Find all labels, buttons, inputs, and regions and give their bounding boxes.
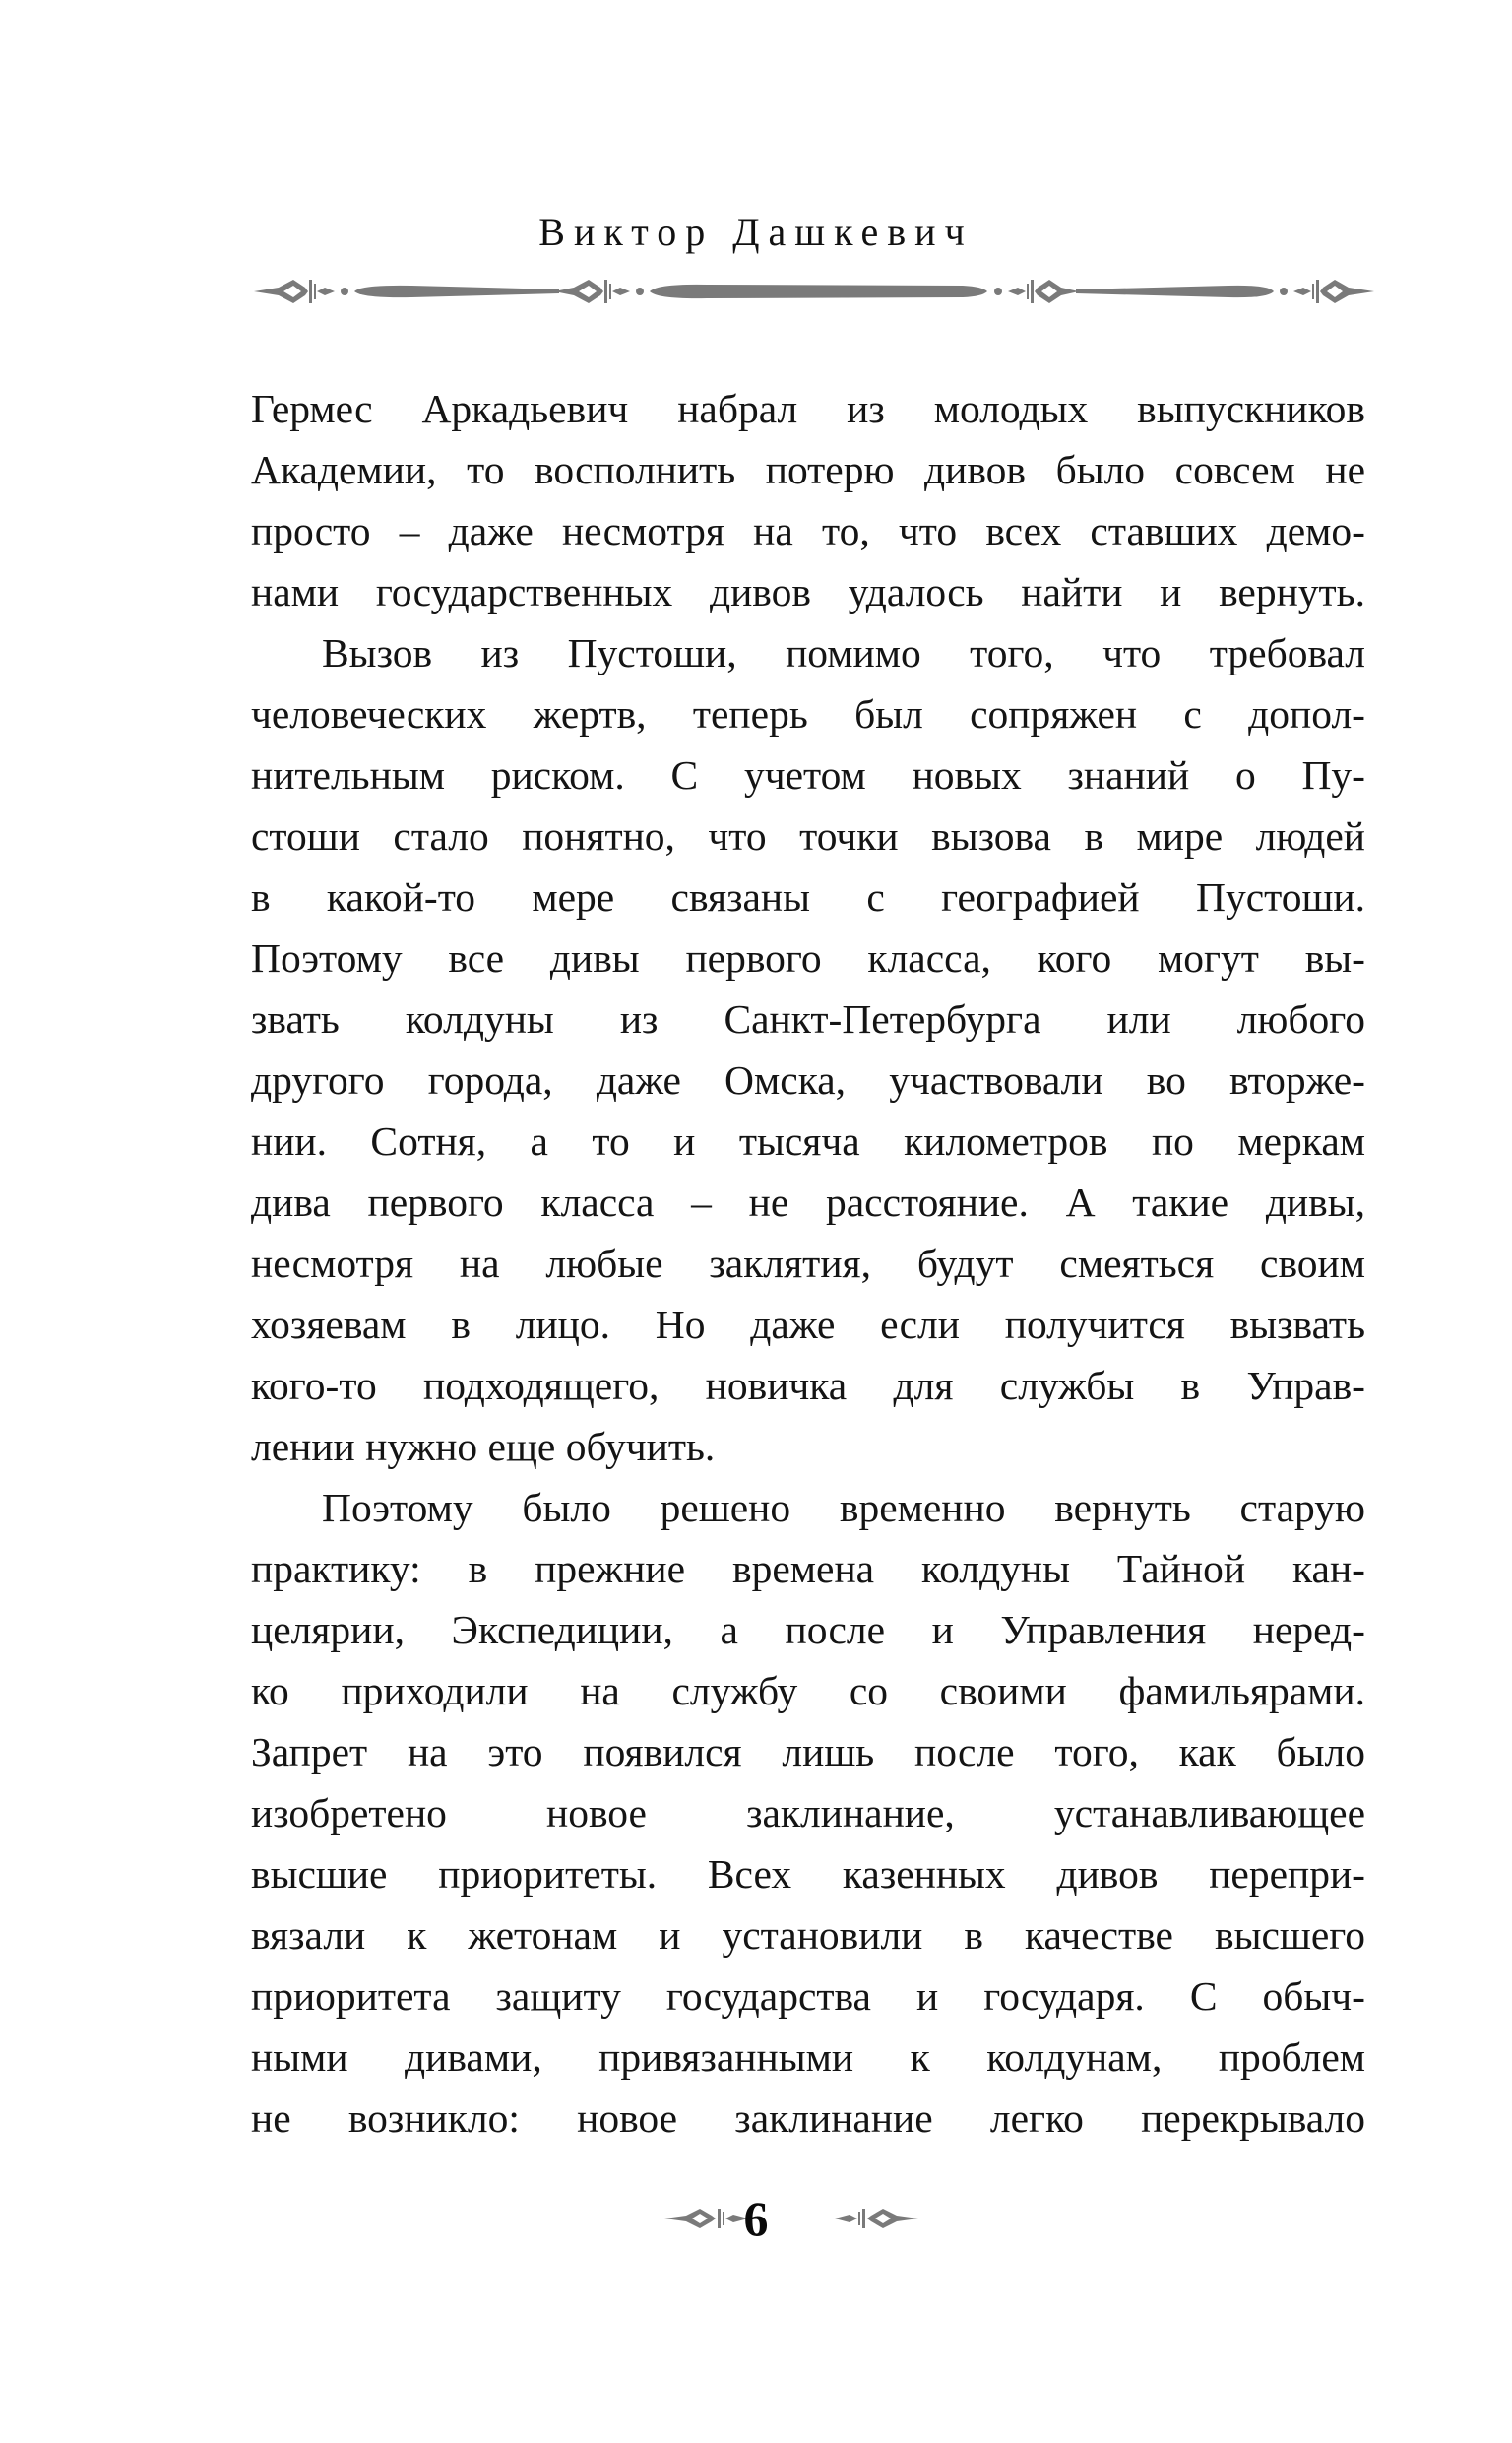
text-line: нительным риском. С учетом новых знаний о Пу- bbox=[251, 752, 1365, 798]
text-line: не возникло: новое заклинание легко перекрывало bbox=[251, 2095, 1365, 2141]
text-line: Запрет на это появился лишь после того, как было bbox=[251, 1729, 1365, 1774]
text-line: стоши стало понятно, что точки вызова в мире людей bbox=[251, 813, 1365, 859]
text-line: нии. Сотня, а то и тысяча километров по меркам bbox=[251, 1119, 1365, 1164]
text-line: практику: в прежние времена колдуны Тайной кан- bbox=[251, 1546, 1365, 1591]
text-line: несмотря на любые заклятия, будут смеяться своим bbox=[251, 1241, 1365, 1286]
text-line: дива первого класса – не расстояние. А такие дивы, bbox=[251, 1180, 1365, 1225]
text-line: ко приходили на службу со своими фамильярами. bbox=[251, 1668, 1365, 1713]
text-line: другого города, даже Омска, участвовали во вторже- bbox=[251, 1058, 1365, 1103]
body-text bbox=[251, 378, 1365, 2149]
text-line: ными дивами, привязанными к колдунам, проблем bbox=[251, 2034, 1365, 2080]
text-line: хозяевам в лицо. Но даже если получится вызвать bbox=[251, 1302, 1365, 1347]
text-line: нами государственных дивов удалось найти и вернуть. bbox=[251, 569, 1365, 614]
text-line: высшие приоритеты. Всех казенных дивов перепри- bbox=[251, 1851, 1365, 1897]
text-line: Гермес Аркадьевич набрал из молодых выпускников bbox=[251, 386, 1365, 431]
text-line: Академии, то восполнить потерю дивов было совсем не bbox=[251, 447, 1365, 492]
page-number: 6 bbox=[743, 2191, 769, 2246]
text-line: звать колдуны из Санкт-Петербурга или любого bbox=[251, 996, 1365, 1042]
text-line: Поэтому все дивы первого класса, кого могут вы- bbox=[251, 935, 1365, 981]
text-line: просто – даже несмотря на то, что всех ставших демо- bbox=[251, 508, 1365, 553]
text-line: изобретено новое заклинание, устанавливающее bbox=[251, 1790, 1365, 1835]
text-line: целярии, Экспедиции, а после и Управления неред- bbox=[251, 1607, 1365, 1652]
text-line: приоритета защиту государства и государя. С обыч- bbox=[251, 1973, 1365, 2019]
text-line: кого-то подходящего, новичка для службы в Управ- bbox=[251, 1363, 1365, 1408]
folio-ornament-left-icon bbox=[664, 2204, 748, 2233]
page-footer bbox=[0, 2184, 1512, 2253]
text-line: лении нужно еще обучить. bbox=[251, 1424, 716, 1469]
paragraph-first-line: Поэтому было решено временно вернуть старую bbox=[322, 1485, 1365, 1530]
folio-ornament-right-icon bbox=[835, 2204, 918, 2233]
text-line: вязали к жетонам и установили в качестве высшего bbox=[251, 1912, 1365, 1958]
running-head-author: Виктор Дашкевич bbox=[538, 210, 974, 254]
text-line: человеческих жертв, теперь был сопряжен с допол- bbox=[251, 691, 1365, 737]
ornamental-divider-icon bbox=[254, 274, 1374, 309]
text-line: в какой-то мере связаны с географией Пустоши. bbox=[251, 874, 1365, 920]
paragraph-first-line: Вызов из Пустоши, помимо того, что требовал bbox=[322, 630, 1365, 675]
